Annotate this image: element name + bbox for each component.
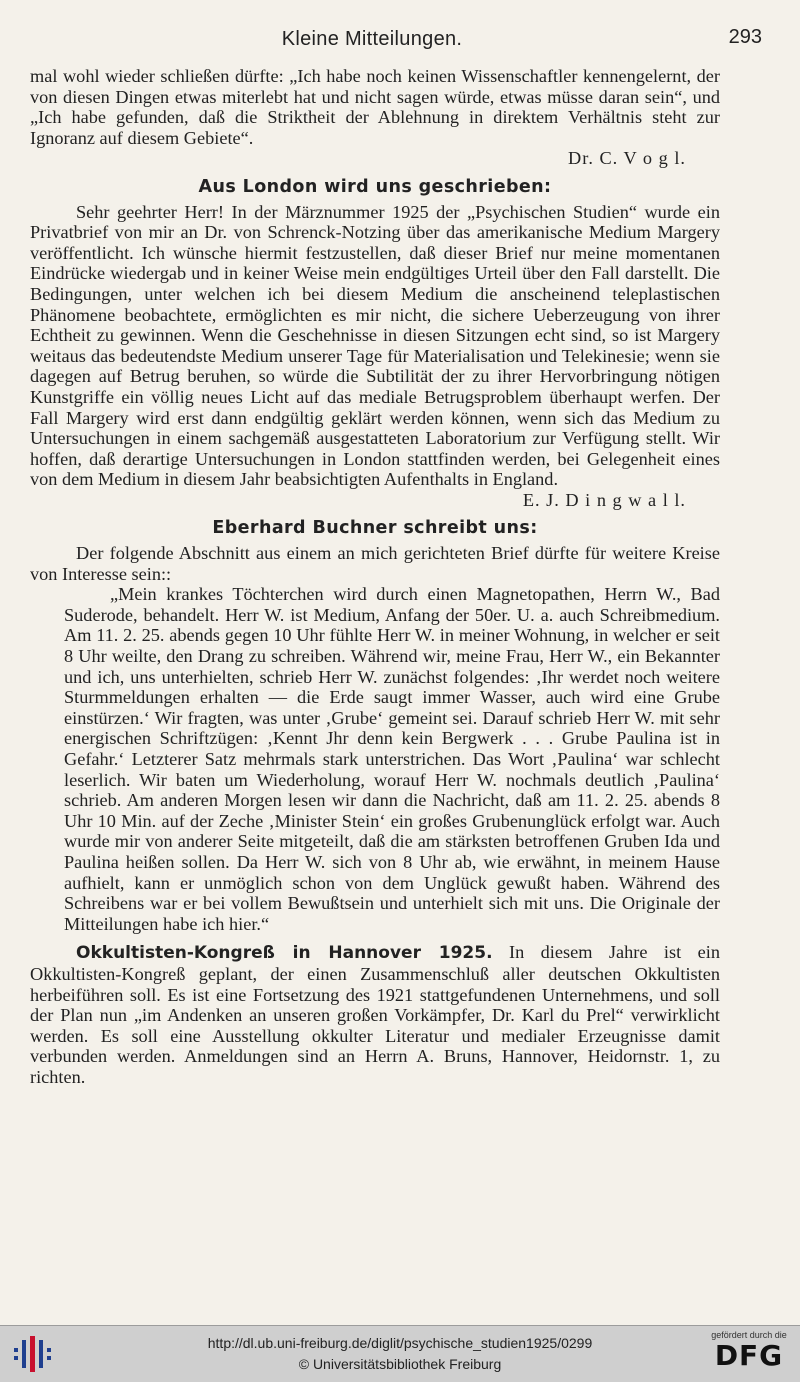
intro-paragraph: mal wohl wieder schließen dürfte: „Ich habe noch keinen Wissenschaftler kennengelernt, der von diesen Dingen etwas miterlebt hat und nicht sagen würde, etwas müsse daran sein“, und „Ich habe gefunden, daß die Striktheit der Ablehnung in direktem Verhältnis steht zur Ignoranz auf diesem Gebiete“. bbox=[30, 66, 720, 148]
kongress-text: In diesem Jahre ist ein Okkultisten-Kongreß geplant, der einen Zusammenschluß aller deutschen Okkultisten herbeiführen soll. Es ist eine Fortsetzung des 1921 stattgefundenen Unternehmens, und soll der Plan nun „im Andenken an unseren großen Vorkämpfer, Dr. Karl du Prel“ verwirklicht werden. Es soll eine Ausstellung okkulter Literatur und medialer Erzeugnisse damit verbunden werden. Anmeldungen sind an Herrn A. Bruns, Hannover, Heidornstr. 1, zu richten. bbox=[30, 942, 720, 1087]
source-url-link[interactable]: http://dl.ub.uni-freiburg.de/diglit/psychische_studien1925/0299 bbox=[207, 1335, 593, 1351]
intro-signature: Dr. C. V o g l. bbox=[568, 148, 686, 169]
page-header bbox=[32, 26, 762, 58]
kongress-paragraph bbox=[30, 942, 720, 1087]
dfg-logo-icon: DFG bbox=[714, 1339, 784, 1372]
copyright-text: © Universitätsbibliothek Freiburg bbox=[298, 1356, 502, 1372]
page-body bbox=[30, 66, 720, 1088]
london-signature: E. J. D i n g w a l l. bbox=[522, 489, 686, 510]
running-title: Kleine Mitteilungen. bbox=[281, 28, 463, 50]
london-heading: Aus London wird uns geschrieben: bbox=[198, 176, 552, 197]
dfg-funding-logo bbox=[706, 1330, 792, 1378]
london-paragraph: Sehr geehrter Herr! In der Märznummer 1925 der „Psychischen Studien“ wurde ein Privatbrief von mir an Dr. von Schrenck-Notzing über das amerikanische Medium Margery veröffentlicht. Ich wünsche hiermit festzustellen, daß dieser Brief nur meine momentanen Eindrücke wiedergab und in keiner Weise mein endgültiges Urteil über den Fall darstellt. Die Bedingungen, unter welchen ich bei diesem Medium die anscheinend teleplastischen Phänomene beobachtete, ermöglichten es mir nicht, die sichere Ueberzeugung von ihrer Echtheit zu gewinnen. Wenn die Geschehnisse in diesen Sitzungen echt sind, so ist Margery weitaus das bedeutendste Medium unserer Tage für Materialisation und Telekinesie; wenn sie dagegen auf Betrug beruhen, so würde die Subtilität der zu ihrer Hervorbringung nötigen Kunstgriffe ein völlig neues Licht auf das mediale Betrugsproblem überhaupt werfen. Der Fall Margery wird erst dann endgültig geklärt werden können, wenn sich das Medium zu Untersuchungen in einem sachgemäß ausgestatteten Laboratorium zur Verfügung stellt. Wir hoffen, daß derartige Untersuchungen in London stattfinden werden, bei Gelegenheit eines von dem Medium in diesem Jahr beabsichtigten Aufenthalts in England. bbox=[30, 201, 720, 490]
page-number: 293 bbox=[728, 26, 762, 48]
buchner-quote: „Mein krankes Töchterchen wird durch einen Magnetopathen, Herrn W., Bad Suderode, behandelt. Herr W. ist Medium, Anfang der 50er. U. a. auch Schreibmedium. Am 11. 2. 25. abends gegen 10 Uhr fühlte Herr W. in meiner Wohnung, in welcher er seit 8 Uhr weilte, den Drang zu schreiben. Während wir, meine Frau, Herr W., ein Bekannter und ich, uns unterhielten, schrieb Herr W. zunächst folgendes: ‚Ihr werdet noch weitere Sturmmeldungen erhalten — die Erde saugt immer Wasser, auch wird eine Grube einstürzen.‘ Wir fragten, was unter ‚Grube‘ gemeint sei. Darauf schrieb Herr W. mit sehr energischen Schriftzügen: ‚Kennt Jhr denn kein Bergwerk . . . Grube Paulina ist in Gefahr.‘ Letzterer Satz mehrmals stark unterstrichen. Das Wort ‚Paulina‘ war schlecht leserlich. Wir baten um Wiederholung, worauf Herr W. nochmals deutlich ‚Paulina‘ schrieb. Am anderen Morgen lesen wir dann die Nachricht, daß am 11. 2. 25. abends 8 Uhr 10 Min. auf der Zeche ‚Minister Stein‘ ein großes Grubenunglück erfolgt war. Auch wurde mir von anderer Seite mitgeteilt, daß die am stärksten betroffenen Gruben Ida und Paulina heißen sollen. Da Herr W. sich von 8 Uhr ab, wie erwähnt, in meinem Hause aufhielt, kann er unmöglich schon von dem Unglück gewußt haben. Während des Schreibens war er bei vollem Bewußtsein und unterhielt sich mit uns. Die Originale der Mitteilungen habe ich hier.“ bbox=[64, 584, 720, 934]
buchner-intro: Der folgende Abschnitt aus einem an mich gerichteten Brief dürfte für weitere Kreise von Interesse sein:: bbox=[30, 543, 720, 584]
viewer-footer bbox=[0, 1325, 800, 1382]
funded-by-label: gefördert durch die bbox=[711, 1330, 787, 1340]
kongress-title: Okkultisten-Kongreß in Hannover 1925. bbox=[76, 943, 493, 964]
buchner-heading: Eberhard Buchner schreibt uns: bbox=[212, 518, 538, 539]
